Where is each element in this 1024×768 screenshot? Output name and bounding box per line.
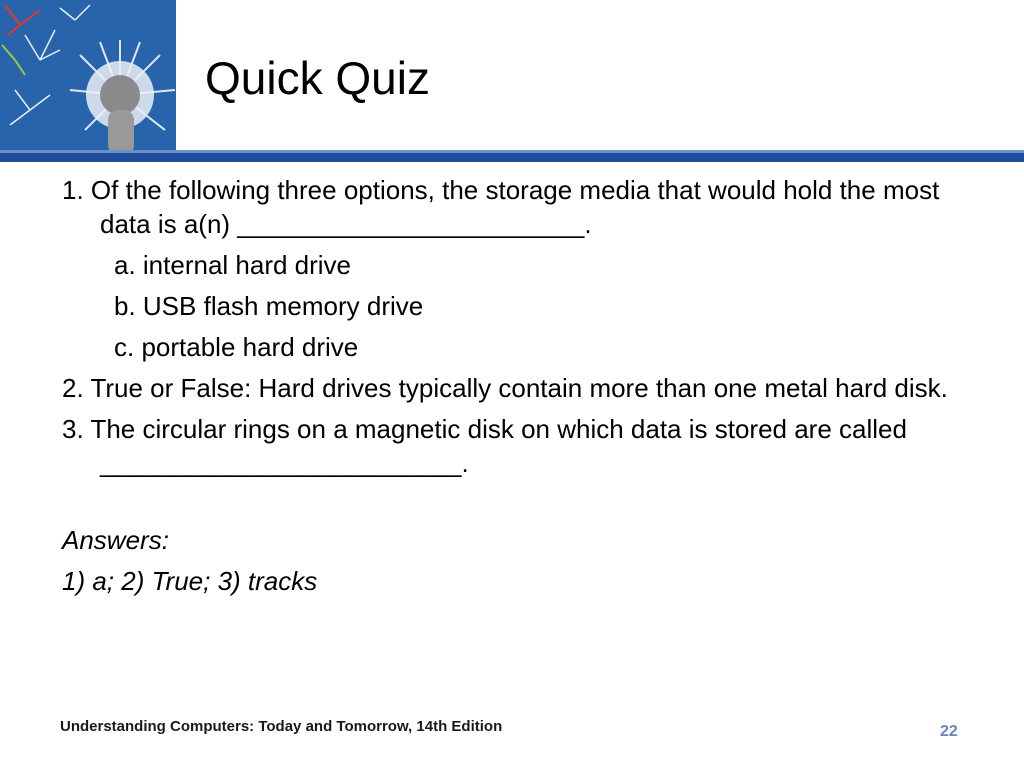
question-1-option-b: b. USB flash memory drive bbox=[114, 291, 424, 321]
corner-decoration bbox=[0, 0, 180, 155]
question-1-option-a: a. internal hard drive bbox=[114, 250, 352, 280]
slide-title: Quick Quiz bbox=[205, 52, 430, 104]
answers-label: Answers: bbox=[62, 525, 169, 555]
dandelion-image bbox=[0, 0, 180, 155]
page-number: 22 bbox=[940, 723, 958, 740]
question-1: 1. Of the following three options, the storage media that would hold the most data is a(n) ________________________. bbox=[62, 175, 940, 239]
question-2: 2. True or False: Hard drives typically contain more than one metal hard disk. bbox=[62, 373, 948, 403]
question-1-option-c: c. portable hard drive bbox=[114, 332, 359, 362]
footer-book-title: Understanding Computers: Today and Tomorrow, 14th Edition bbox=[60, 718, 503, 735]
answers-text: 1) a; 2) True; 3) tracks bbox=[62, 566, 318, 596]
question-3: 3. The circular rings on a magnetic disk on which data is stored are called _________________________. bbox=[62, 414, 907, 478]
header-divider bbox=[0, 153, 1024, 162]
slide-body bbox=[62, 173, 962, 598]
